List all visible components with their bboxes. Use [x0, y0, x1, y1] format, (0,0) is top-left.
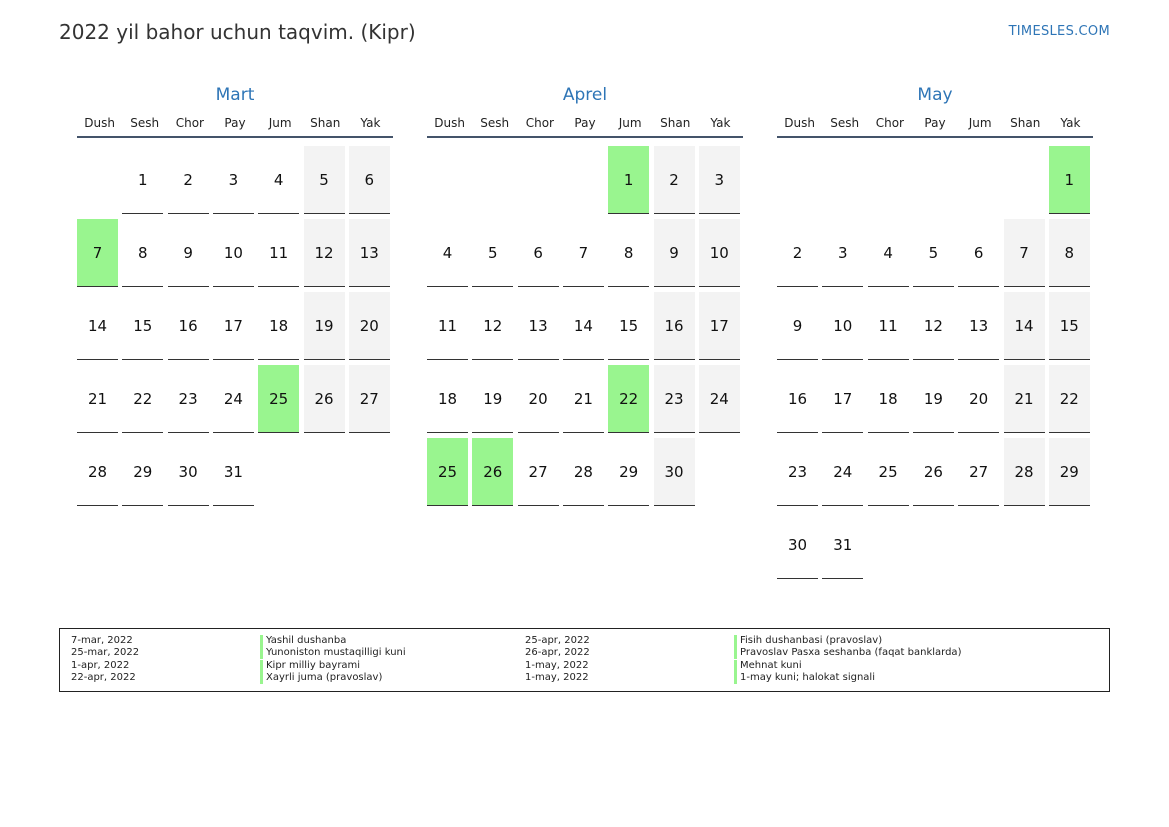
day-cell: 18	[258, 292, 299, 360]
weekday-header	[777, 114, 1093, 138]
weekday-label: Dush	[434, 116, 465, 130]
month-name: May	[917, 85, 953, 105]
site-link[interactable]: TIMESLES.COM	[1008, 24, 1110, 39]
day-cell: 28	[77, 438, 118, 506]
day-cell: 6	[958, 219, 999, 287]
day-cell: 11	[258, 219, 299, 287]
day-cell: 19	[304, 292, 345, 360]
day-cell: 21	[563, 365, 604, 433]
day-cell: 11	[868, 292, 909, 360]
day-cell: 3	[699, 146, 740, 214]
page-title: 2022 yil bahor uchun taqvim. (Kipr)	[59, 20, 416, 44]
day-cell: 14	[563, 292, 604, 360]
weekday-label: Jum	[268, 116, 292, 130]
day-cell-holiday: 1	[608, 146, 649, 214]
day-cell: 8	[122, 219, 163, 287]
day-cell: 22	[122, 365, 163, 433]
legend-holiday: Xayrli juma (pravoslav)	[260, 672, 382, 684]
day-cell: 26	[913, 438, 954, 506]
day-cell: 29	[122, 438, 163, 506]
day-cell: 17	[699, 292, 740, 360]
day-cell: 14	[1004, 292, 1045, 360]
day-cell: 12	[913, 292, 954, 360]
legend-holiday: Pravoslav Pasxa seshanba (faqat banklarda)	[734, 647, 961, 659]
weekday-label: Pay	[924, 116, 946, 130]
day-cell: 4	[868, 219, 909, 287]
weekday-label: Jum	[968, 116, 992, 130]
legend-holiday: Yunoniston mustaqilligi kuni	[260, 647, 406, 659]
day-cell: 10	[699, 219, 740, 287]
weekday-header	[77, 114, 393, 138]
day-cell: 28	[1004, 438, 1045, 506]
legend-date: 22-apr, 2022	[71, 672, 136, 683]
day-cell: 27	[349, 365, 390, 433]
day-cell-holiday: 7	[77, 219, 118, 287]
weekday-label: Sesh	[130, 116, 160, 130]
day-cell: 9	[777, 292, 818, 360]
day-cell: 26	[304, 365, 345, 433]
day-cell: 12	[304, 219, 345, 287]
day-cell-holiday: 22	[608, 365, 649, 433]
day-cell: 19	[472, 365, 513, 433]
day-cell: 9	[168, 219, 209, 287]
weekday-label: Pay	[224, 116, 246, 130]
day-cell: 20	[518, 365, 559, 433]
day-cell: 14	[77, 292, 118, 360]
day-cell: 2	[168, 146, 209, 214]
weekday-label: Sesh	[830, 116, 860, 130]
day-cell-holiday: 26	[472, 438, 513, 506]
day-cell: 31	[213, 438, 254, 506]
legend-date: 26-apr, 2022	[525, 647, 590, 658]
day-cell: 28	[563, 438, 604, 506]
month-name: Mart	[215, 85, 255, 105]
weekday-label: Dush	[784, 116, 815, 130]
day-cell: 30	[168, 438, 209, 506]
day-cell: 15	[122, 292, 163, 360]
day-cell: 22	[1049, 365, 1090, 433]
day-cell: 20	[958, 365, 999, 433]
day-cell: 6	[518, 219, 559, 287]
day-cell: 13	[349, 219, 390, 287]
legend-holiday: Mehnat kuni	[734, 660, 802, 672]
day-cell: 23	[168, 365, 209, 433]
day-cell: 9	[654, 219, 695, 287]
weekday-label: Yak	[360, 116, 381, 130]
weekday-label: Chor	[525, 116, 554, 130]
day-cell: 3	[213, 146, 254, 214]
day-cell: 4	[427, 219, 468, 287]
weekday-label: Shan	[310, 116, 341, 130]
day-cell: 13	[958, 292, 999, 360]
weekday-label: Jum	[618, 116, 642, 130]
day-cell: 27	[518, 438, 559, 506]
day-cell-holiday: 1	[1049, 146, 1090, 214]
day-cell: 5	[304, 146, 345, 214]
day-cell: 16	[168, 292, 209, 360]
legend-holiday: 1-may kuni; halokat signali	[734, 672, 875, 684]
day-cell: 24	[699, 365, 740, 433]
day-cell: 19	[913, 365, 954, 433]
legend-date: 1-may, 2022	[525, 672, 589, 683]
weekday-label: Yak	[710, 116, 731, 130]
month-april	[427, 84, 743, 481]
day-cell: 23	[654, 365, 695, 433]
day-cell: 30	[777, 511, 818, 579]
day-cell: 2	[654, 146, 695, 214]
day-cell: 7	[563, 219, 604, 287]
day-cell: 21	[77, 365, 118, 433]
month-march	[77, 84, 393, 481]
weekday-label: Shan	[1010, 116, 1041, 130]
month-may	[777, 84, 1093, 554]
day-cell-holiday: 25	[258, 365, 299, 433]
day-cell: 12	[472, 292, 513, 360]
month-name: Aprel	[562, 85, 608, 105]
weekday-label: Chor	[175, 116, 204, 130]
legend-holiday: Kipr milliy bayrami	[260, 660, 360, 672]
day-cell: 13	[518, 292, 559, 360]
day-cell-holiday: 25	[427, 438, 468, 506]
day-cell: 11	[427, 292, 468, 360]
day-cell: 24	[822, 438, 863, 506]
day-cell: 15	[608, 292, 649, 360]
day-cell: 29	[1049, 438, 1090, 506]
weekday-label: Yak	[1060, 116, 1081, 130]
day-cell: 1	[122, 146, 163, 214]
day-cell: 17	[822, 365, 863, 433]
day-cell: 21	[1004, 365, 1045, 433]
day-cell: 31	[822, 511, 863, 579]
day-cell: 3	[822, 219, 863, 287]
day-cell: 17	[213, 292, 254, 360]
legend-date: 25-mar, 2022	[71, 647, 140, 658]
legend-date: 25-apr, 2022	[525, 635, 590, 646]
weekday-label: Pay	[574, 116, 596, 130]
day-cell: 24	[213, 365, 254, 433]
day-cell: 8	[1049, 219, 1090, 287]
day-cell: 7	[1004, 219, 1045, 287]
legend-date: 1-apr, 2022	[71, 660, 130, 671]
legend-holiday: Yashil dushanba	[260, 635, 346, 647]
day-cell: 16	[654, 292, 695, 360]
weekday-label: Chor	[875, 116, 904, 130]
weekday-label: Shan	[660, 116, 691, 130]
legend-date: 7-mar, 2022	[71, 635, 133, 646]
day-cell: 25	[868, 438, 909, 506]
day-cell: 10	[822, 292, 863, 360]
day-cell: 18	[427, 365, 468, 433]
day-cell: 30	[654, 438, 695, 506]
weekday-header	[427, 114, 743, 138]
day-cell: 10	[213, 219, 254, 287]
day-cell: 2	[777, 219, 818, 287]
day-cell: 5	[472, 219, 513, 287]
legend-date: 1-may, 2022	[525, 660, 589, 671]
day-cell: 15	[1049, 292, 1090, 360]
day-cell: 6	[349, 146, 390, 214]
weekday-label: Dush	[84, 116, 115, 130]
day-cell: 18	[868, 365, 909, 433]
day-cell: 4	[258, 146, 299, 214]
day-cell: 16	[777, 365, 818, 433]
day-cell: 29	[608, 438, 649, 506]
day-cell: 8	[608, 219, 649, 287]
legend-holiday: Fisih dushanbasi (pravoslav)	[734, 635, 882, 647]
day-cell: 27	[958, 438, 999, 506]
weekday-label: Sesh	[480, 116, 510, 130]
day-cell: 5	[913, 219, 954, 287]
day-cell: 20	[349, 292, 390, 360]
day-cell: 23	[777, 438, 818, 506]
holiday-legend	[59, 628, 1110, 692]
